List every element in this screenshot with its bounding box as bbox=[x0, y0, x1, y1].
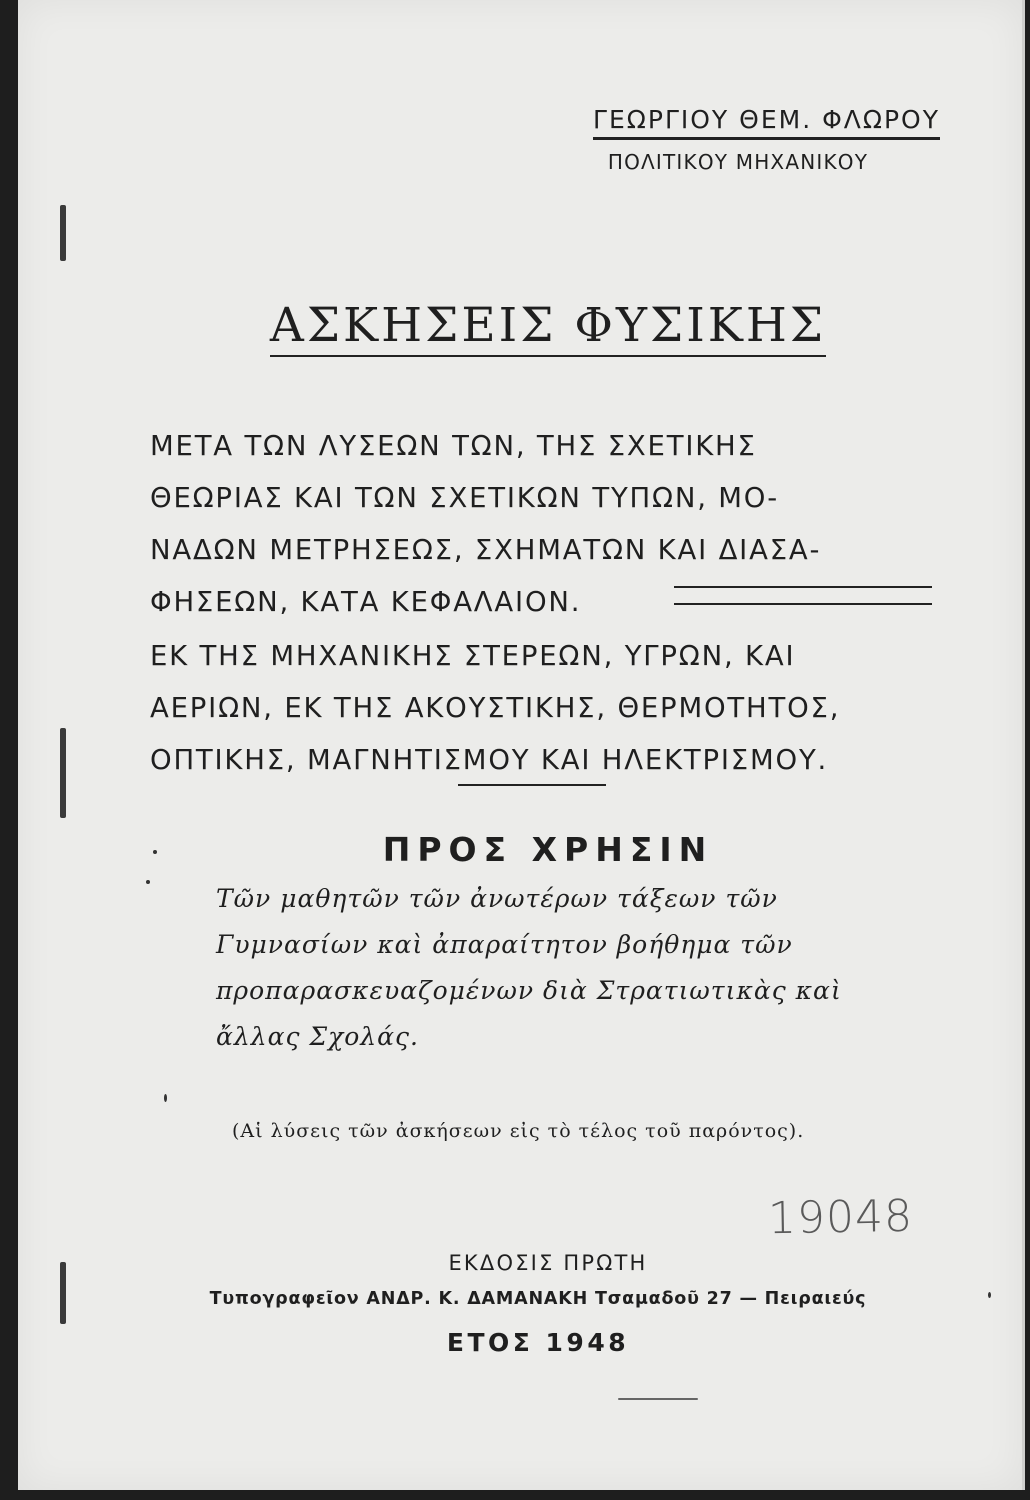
author-name: ΓΕΩΡΓΙΟΥ ΘΕΜ. ΦΛΩΡΟΥ bbox=[593, 104, 940, 140]
ink-speck bbox=[146, 880, 150, 884]
solutions-note: (Αἱ λύσεις τῶν ἀσκήσεων εἰς τὸ τέλος τοῦ παρόντος). bbox=[232, 1120, 805, 1142]
ink-speck bbox=[153, 850, 157, 854]
book-title-text: ΑΣΚΗΣΕΙΣ ΦΥΣΙΚΗΣ bbox=[270, 298, 826, 357]
printer-line: Τυπογραφεῖον ΑΝΔΡ. Κ. ΔΑΜΑΝΑΚΗ Τσαμαδοῦ 27 — Πειραιεύς bbox=[209, 1289, 867, 1309]
usage-text bbox=[216, 876, 876, 1060]
description-line: ΦΗΣΕΩΝ, ΚΑΤΑ ΚΕΦΑΛΑΙΟΝ. bbox=[150, 586, 582, 618]
ink-speck bbox=[988, 1292, 991, 1298]
edition-label: ΕΚΔΟΣΙΣ ΠΡΩΤΗ bbox=[448, 1251, 648, 1275]
description-line: ΝΑΔΩΝ ΜΕΤΡΗΣΕΩΣ, ΣΧΗΜΑΤΩΝ ΚΑΙ ΔΙΑΣΑ- bbox=[150, 534, 822, 566]
publication-year: ΕΤΟΣ 1948 bbox=[446, 1328, 630, 1357]
ink-speck bbox=[618, 1398, 698, 1400]
usage-line: ἄλλας Σχολάς. bbox=[216, 1022, 419, 1051]
description-line: ΑΕΡΙΩΝ, ΕΚ ΤΗΣ ΑΚΟΥΣΤΙΚΗΣ, ΘΕΡΜΟΤΗΤΟΣ, bbox=[150, 692, 841, 724]
description-line: ΕΚ ΤΗΣ ΜΗΧΑΝΙΚΗΣ ΣΤΕΡΕΩΝ, ΥΓΡΩΝ, ΚΑΙ bbox=[150, 640, 796, 672]
usage-line: προπαρασκευαζομένων διὰ Στρατιωτικὰς καὶ bbox=[216, 976, 842, 1005]
description-paragraph-1 bbox=[150, 420, 940, 628]
description-line: ΘΕΩΡΙΑΣ ΚΑΙ ΤΩΝ ΣΧΕΤΙΚΩΝ ΤΥΠΩΝ, ΜΟ- bbox=[150, 482, 779, 514]
ink-speck bbox=[164, 1094, 167, 1102]
description-line: ΟΠΤΙΚΗΣ, ΜΑΓΝΗΤΙΣΜΟΥ ΚΑΙ ΗΛΕΚΤΡΙΣΜΟΥ. bbox=[150, 744, 829, 776]
author-profession: ΠΟΛΙΤΙΚΟΥ ΜΗΧΑΝΙΚΟΥ bbox=[607, 150, 869, 174]
staple-middle bbox=[60, 728, 66, 818]
description-line: ΜΕΤΑ ΤΩΝ ΛΥΣΕΩΝ ΤΩΝ, ΤΗΣ ΣΧΕΤΙΚΗΣ bbox=[150, 430, 757, 462]
description-paragraph-2 bbox=[150, 630, 940, 786]
usage-line: Τῶν μαθητῶν τῶν ἀνωτέρων τάξεων τῶν bbox=[216, 884, 778, 913]
document-page bbox=[18, 0, 1025, 1490]
staple-bottom bbox=[60, 1262, 66, 1324]
usage-heading: ΠΡΟΣ ΧΡΗΣΙΝ bbox=[382, 830, 714, 869]
usage-line: Γυμνασίων καὶ ἀπαραίτητον βοήθημα τῶν bbox=[216, 930, 793, 959]
section-divider bbox=[458, 784, 606, 786]
double-rule-top bbox=[674, 586, 932, 588]
author-block bbox=[540, 104, 940, 140]
book-title bbox=[218, 298, 878, 353]
staple-top bbox=[60, 205, 66, 261]
double-rule-bottom bbox=[674, 603, 932, 605]
handwritten-catalog-number: 19048 bbox=[767, 1190, 914, 1245]
